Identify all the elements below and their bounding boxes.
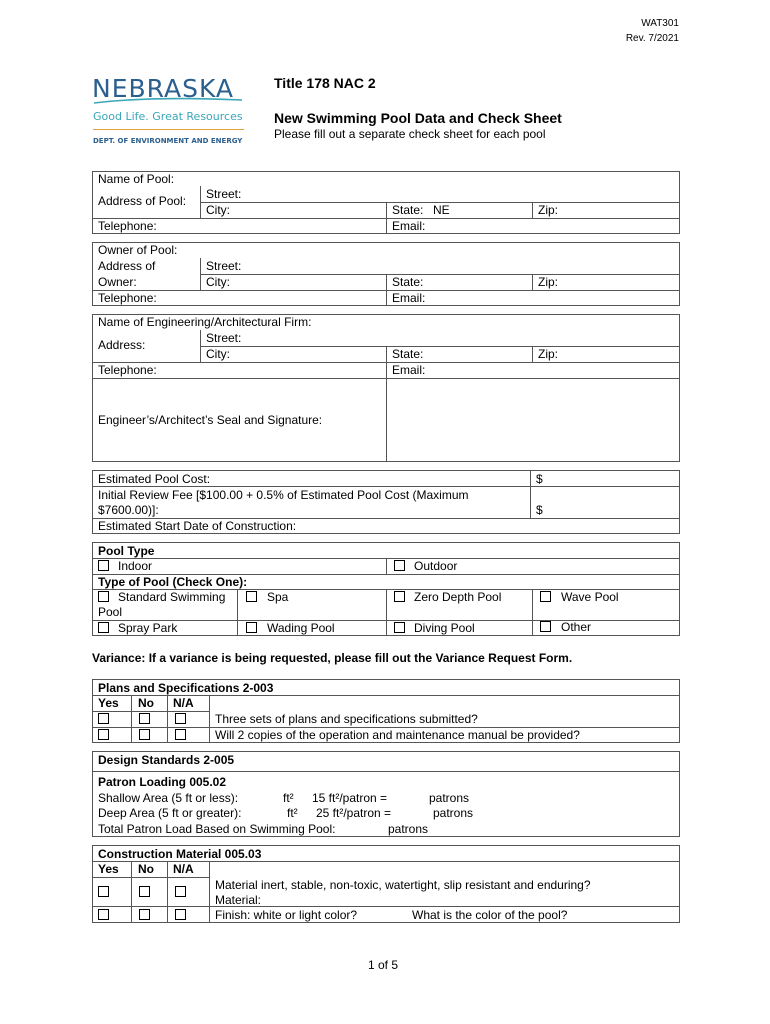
deep-area-unit: ft² (287, 806, 298, 820)
wading-pool-checkbox[interactable] (246, 622, 257, 633)
pool-state-label: State: (392, 203, 424, 217)
shallow-area-unit: ft² (283, 791, 294, 805)
plans-col-na: N/A (173, 696, 194, 710)
start-date-label: Estimated Start Date of Construction: (98, 519, 297, 533)
plans-item2-na-checkbox[interactable] (175, 729, 186, 740)
owner-telephone-label: Telephone: (98, 291, 157, 305)
plans-item2-no-checkbox[interactable] (139, 729, 150, 740)
construction-item1-na-checkbox[interactable] (175, 886, 186, 897)
standard-pool-label-2: Pool (98, 605, 123, 619)
construction-item1-no-checkbox[interactable] (139, 886, 150, 897)
pool-name-label: Name of Pool: (98, 172, 175, 186)
shallow-area-rate: 15 ft²/patron = (312, 791, 388, 805)
indoor-checkbox[interactable] (98, 560, 109, 571)
page-number: 1 of 5 (368, 958, 399, 972)
plans-item1-no-checkbox[interactable] (139, 713, 150, 724)
construction-material-label: Material: (215, 893, 262, 907)
pool-email-label: Email: (392, 219, 426, 233)
construction-col-yes: Yes (98, 862, 119, 876)
seal-signature-field[interactable] (388, 379, 679, 461)
zero-depth-label: Zero Depth Pool (414, 590, 502, 604)
firm-street-label: Street: (206, 331, 242, 345)
pool-color-question: What is the color of the pool? (412, 908, 568, 922)
spray-park-checkbox[interactable] (98, 622, 109, 633)
construction-item1-yes-checkbox[interactable] (98, 886, 109, 897)
standard-pool-label-1: Standard Swimming (118, 590, 226, 604)
instruction-text: Please fill out a separate check sheet for each pool (274, 127, 546, 141)
plans-item1-text: Three sets of plans and specifications submitted? (215, 712, 478, 726)
total-patron-label: Total Patron Load Based on Swimming Pool: (98, 822, 336, 836)
plans-col-yes: Yes (98, 696, 119, 710)
logo-tagline: Good Life. Great Resources (93, 110, 243, 123)
spray-park-label: Spray Park (118, 621, 178, 635)
shallow-area-label: Shallow Area (5 ft or less): (98, 791, 239, 805)
wave-pool-label: Wave Pool (561, 590, 619, 604)
logo-department: DEPT. OF ENVIRONMENT AND ENERGY (93, 137, 243, 145)
title-rule: Title 178 NAC 2 (274, 75, 376, 91)
review-fee-currency: $ (536, 503, 543, 517)
total-patron-result: patrons (388, 822, 429, 836)
firm-zip-label: Zip: (538, 347, 559, 361)
outdoor-checkbox[interactable] (394, 560, 405, 571)
owner-address-label-1: Address of (98, 259, 156, 273)
construction-col-na: N/A (173, 862, 194, 876)
revision-date: Rev. 7/2021 (625, 33, 679, 44)
wave-pool-checkbox[interactable] (540, 591, 551, 602)
estimated-cost-currency: $ (536, 472, 543, 486)
construction-heading: Construction Material 005.03 (98, 847, 262, 861)
pool-type-heading: Pool Type (98, 544, 155, 558)
owner-zip-label: Zip: (538, 275, 559, 289)
firm-address-label: Address: (98, 338, 146, 352)
owner-name-label: Owner of Pool: (98, 243, 178, 257)
other-label: Other (561, 620, 592, 634)
standard-pool-checkbox[interactable] (98, 591, 109, 602)
construction-item1-text: Material inert, stable, non-toxic, watertight, slip resistant and enduring? (215, 878, 591, 892)
logo-divider (93, 129, 244, 130)
estimated-cost-label: Estimated Pool Cost: (98, 472, 211, 486)
construction-col-no: No (138, 862, 154, 876)
form-code: WAT301 (641, 18, 679, 29)
other-checkbox[interactable] (540, 621, 551, 632)
type-of-pool-heading: Type of Pool (Check One): (98, 575, 248, 589)
page-title: New Swimming Pool Data and Check Sheet (274, 110, 562, 126)
pool-city-label: City: (206, 203, 230, 217)
pool-address-label: Address of Pool: (98, 194, 187, 208)
patron-loading-heading: Patron Loading 005.02 (98, 775, 227, 789)
logo-name: NEBRASKA (92, 74, 235, 103)
pool-state-value: NE (433, 203, 450, 217)
logo-swoosh-icon (92, 94, 247, 106)
spa-label: Spa (267, 590, 289, 604)
outdoor-label: Outdoor (414, 559, 458, 573)
owner-city-label: City: (206, 275, 230, 289)
construction-item2-text: Finish: white or light color? (215, 908, 358, 922)
owner-street-label: Street: (206, 259, 242, 273)
construction-item2-yes-checkbox[interactable] (98, 909, 109, 920)
pool-telephone-label: Telephone: (98, 219, 157, 233)
deep-area-rate: 25 ft²/patron = (316, 806, 392, 820)
plans-item1-yes-checkbox[interactable] (98, 713, 109, 724)
zero-depth-checkbox[interactable] (394, 591, 405, 602)
owner-state-label: State: (392, 275, 424, 289)
plans-col-no: No (138, 696, 154, 710)
plans-item2-text: Will 2 copies of the operation and maintenance manual be provided? (215, 728, 580, 742)
diving-pool-label: Diving Pool (414, 621, 475, 635)
firm-email-label: Email: (392, 363, 426, 377)
design-heading: Design Standards 2-005 (98, 753, 235, 767)
construction-item2-na-checkbox[interactable] (175, 909, 186, 920)
deep-area-result: patrons (433, 806, 474, 820)
review-fee-label-1: Initial Review Fee [$100.00 + 0.5% of Estimated Pool Cost (Maximum (98, 488, 469, 502)
seal-signature-label: Engineer’s/Architect’s Seal and Signature: (98, 413, 323, 427)
plans-item1-na-checkbox[interactable] (175, 713, 186, 724)
firm-telephone-label: Telephone: (98, 363, 157, 377)
review-fee-label-2: $7600.00)]: (98, 503, 159, 517)
owner-address-label-2: Owner: (98, 275, 137, 289)
variance-note: Variance: If a variance is being requested, please fill out the Variance Request Form. (92, 651, 573, 665)
firm-state-label: State: (392, 347, 424, 361)
firm-city-label: City: (206, 347, 230, 361)
pool-zip-label: Zip: (538, 203, 559, 217)
nebraska-logo (92, 74, 252, 154)
plans-heading: Plans and Specifications 2-003 (98, 681, 274, 695)
deep-area-label: Deep Area (5 ft or greater): (98, 806, 242, 820)
pool-street-label: Street: (206, 187, 242, 201)
wading-pool-label: Wading Pool (267, 621, 335, 635)
indoor-label: Indoor (118, 559, 153, 573)
diving-pool-checkbox[interactable] (394, 622, 405, 633)
firm-name-label: Name of Engineering/Architectural Firm: (98, 315, 312, 329)
plans-item2-yes-checkbox[interactable] (98, 729, 109, 740)
owner-email-label: Email: (392, 291, 426, 305)
shallow-area-result: patrons (429, 791, 470, 805)
spa-checkbox[interactable] (246, 591, 257, 602)
construction-item2-no-checkbox[interactable] (139, 909, 150, 920)
